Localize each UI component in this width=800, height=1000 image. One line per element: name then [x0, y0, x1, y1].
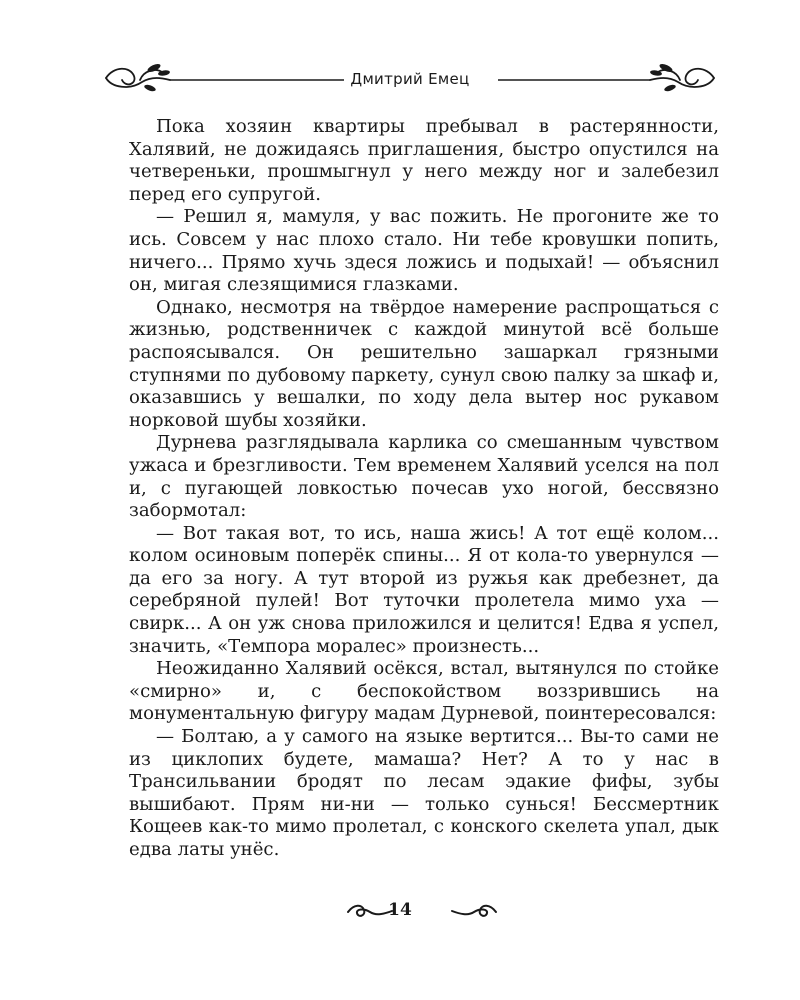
page-footer	[0, 898, 800, 928]
page-number: 14	[388, 900, 412, 920]
right-swirl-icon	[448, 900, 498, 922]
paragraph: Однако, несмотря на твёрдое намерение распрощаться с жизнью, родственничек с каждой минутой всё больше распоясывался. Он решительно зашаркал грязными ступнями по дубовому паркету, сунул свою палку за шкаф и, оказавшись у вешалки, по ходу дела вытер нос рукавом норковой шубы хозяйки.	[129, 296, 719, 431]
paragraph: — Решил я, мамуля, у вас пожить. Не прогоните же то ись. Совсем у нас плохо стало. Ни тебе кровушки попить, ничего... Прямо хучь здеся ложись и подыхай! — объяснил он, мигая слезящимися глазками.	[129, 206, 719, 296]
paragraph: — Болтаю, а у самого на языке вертится... Вы-то сами не из циклопих будете, мамаша? Нет? А то у нас в Трансильвании бродят по лесам эдакие фифы, зубы вышибают. Прям ни-ни — только сунься! Бессмертник Кощеев как-то мимо пролетал, с конского скелета упал, дык едва латы унёс.	[129, 726, 719, 860]
author-name: Дмитрий Емец	[344, 70, 475, 88]
paragraph: Пока хозяин квартиры пребывал в растерянности, Халявий, не дожидаясь приглашения, быстро опустился на четвереньки, прошмыгнул у него между ног и залебезил перед его супругой.	[129, 116, 719, 205]
paragraph: Неожиданно Халявий осёкся, встал, вытянулся по стойке «смирно» и, с беспокойством воззрившись на монументальную фигуру мадам Дурневой, поинтересовался:	[129, 658, 719, 725]
running-header	[100, 58, 720, 102]
paragraph: — Вот такая вот, то ись, наша жись! А тот ещё колом... колом осиновым поперёк спины... Я от кола-то увернулся — да его за ногу. А тут второй из ружья как дребезнет, да серебряной пулей! Вот туточки пролетела мимо уха — свирк... А он уж снова приложился и целится! Едва я успел, значить, «Темпора моралес» произнесть...	[129, 522, 719, 657]
body-text	[129, 116, 719, 862]
paragraph: Дурнева разглядывала карлика со смешанным чувством ужаса и брезгливости. Тем временем Халявий уселся на пол и, с пугающей ловкостью почесав ухо ногой, бессвязно забормотал:	[129, 432, 719, 522]
